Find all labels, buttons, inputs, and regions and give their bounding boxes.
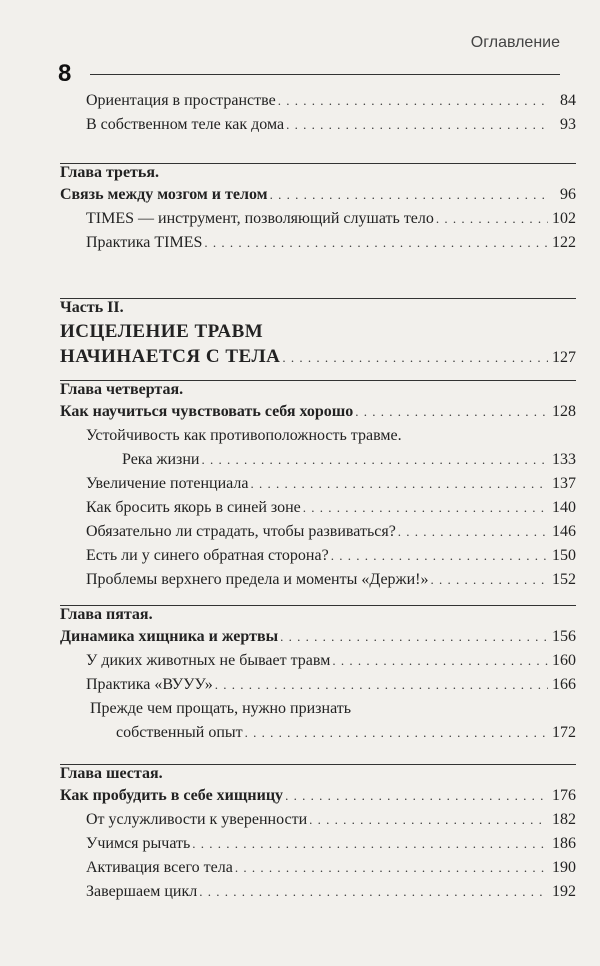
toc-entry[interactable] (86, 811, 576, 835)
header-rule (90, 74, 560, 75)
toc-entry-page: 122 (552, 234, 576, 251)
toc-entry-page: 160 (552, 652, 576, 669)
toc-entry-title: У диких животных не бывает травм (86, 652, 331, 669)
toc-entry-title: Практика «ВУУУ» (86, 676, 213, 693)
chapter-title-entry[interactable] (60, 628, 576, 652)
dot-leader (280, 629, 548, 645)
toc-entry[interactable] (86, 547, 576, 571)
toc-entry-page: 182 (552, 811, 576, 828)
toc-entry-title: Практика TIMES (86, 234, 203, 251)
toc-entry[interactable] (86, 883, 576, 907)
toc-entry-page: 166 (552, 676, 576, 693)
toc-entry-title: Ориентация в пространстве (86, 92, 276, 109)
toc-entry[interactable] (122, 451, 576, 475)
toc-entry[interactable] (86, 571, 576, 595)
dot-leader (309, 812, 548, 828)
part-title-line-2: НАЧИНАЕТСЯ С ТЕЛА (60, 346, 281, 367)
toc-entry-page: 190 (552, 859, 576, 876)
toc-entry-title: TIMES — инструмент, позволяющий слушать тело (86, 210, 434, 227)
chapter-page: 96 (560, 186, 576, 203)
chapter-page: 156 (552, 628, 576, 645)
table-of-contents (60, 92, 576, 907)
chapter-title-entry[interactable] (60, 186, 576, 210)
dot-leader (215, 677, 548, 693)
toc-entry-title: В собственном теле как дома (86, 116, 285, 133)
running-head: Оглавление (470, 34, 560, 51)
dot-leader (286, 117, 548, 133)
dot-leader (278, 93, 548, 109)
toc-entry-page: 133 (552, 451, 576, 468)
toc-entry-title: Проблемы верхнего предела и моменты «Держи!» (86, 571, 429, 588)
toc-entry[interactable] (86, 652, 576, 676)
part-label: Часть II. (60, 299, 124, 316)
dot-leader (270, 187, 548, 203)
dot-leader (204, 235, 548, 251)
toc-entry-title: Завершаем цикл (86, 883, 198, 900)
page-number: 8 (58, 60, 72, 87)
chapter-title: Как научиться чувствовать себя хорошо (60, 403, 354, 420)
toc-entry[interactable] (86, 676, 576, 700)
chapter-label: Глава третья. (60, 164, 160, 181)
toc-entry[interactable] (86, 475, 576, 499)
dot-leader (332, 653, 548, 669)
toc-entry[interactable] (86, 859, 576, 883)
toc-entry-page: 140 (552, 499, 576, 516)
toc-entry-page: 146 (552, 523, 576, 540)
toc-entry[interactable] (86, 116, 576, 140)
dot-leader (355, 404, 548, 420)
toc-entry-title[interactable]: Прежде чем прощать, нужно признать (90, 700, 352, 717)
toc-entry-title: От услужливости к уверенности (86, 811, 308, 828)
chapter-title: Как пробудить в себе хищницу (60, 787, 284, 804)
chapter-title: Динамика хищника и жертвы (60, 628, 279, 645)
toc-entry-title: Река жизни (122, 451, 200, 468)
chapter-title-entry[interactable] (60, 787, 576, 811)
toc-entry-page: 84 (560, 92, 576, 109)
dot-leader (285, 788, 548, 804)
toc-entry[interactable] (86, 523, 576, 547)
dot-leader (398, 524, 548, 540)
toc-entry-page: 150 (552, 547, 576, 564)
dot-leader (199, 884, 548, 900)
dot-leader (331, 548, 548, 564)
toc-entry[interactable] (86, 92, 576, 116)
chapter-label: Глава пятая. (60, 606, 153, 623)
toc-entry-page: 192 (552, 883, 576, 900)
dot-leader (245, 725, 548, 741)
toc-entry-title: Как бросить якорь в синей зоне (86, 499, 301, 516)
dot-leader (282, 350, 548, 366)
chapter-page: 128 (552, 403, 576, 420)
chapter-title: Связь между мозгом и телом (60, 186, 268, 203)
toc-entry-page: 102 (552, 210, 576, 227)
dot-leader (235, 860, 548, 876)
toc-entry[interactable] (86, 835, 576, 859)
chapter-label: Глава шестая. (60, 765, 163, 782)
toc-entry-page: 152 (552, 571, 576, 588)
dot-leader (436, 211, 548, 227)
toc-entry-page: 172 (552, 724, 576, 741)
toc-entry-page: 186 (552, 835, 576, 852)
toc-entry-title: Обязательно ли страдать, чтобы развиваться? (86, 523, 396, 540)
part-page: 127 (552, 349, 576, 366)
toc-entry-title: Увеличение потенциала (86, 475, 249, 492)
toc-entry[interactable] (116, 724, 576, 748)
dot-leader (431, 572, 549, 588)
toc-entry-title[interactable]: Устойчивость как противоположность травме. (86, 427, 402, 444)
toc-entry-title: собственный опыт (116, 724, 243, 741)
part-title-entry[interactable] (60, 346, 576, 372)
dot-leader (303, 500, 548, 516)
toc-entry-title: Есть ли у синего обратная сторона? (86, 547, 329, 564)
chapter-title-entry[interactable] (60, 403, 576, 427)
chapter-page: 176 (552, 787, 576, 804)
toc-entry-title: Активация всего тела (86, 859, 233, 876)
toc-entry[interactable] (86, 234, 576, 258)
dot-leader (250, 476, 548, 492)
toc-entry-page: 137 (552, 475, 576, 492)
dot-leader (192, 836, 548, 852)
toc-entry[interactable] (86, 499, 576, 523)
chapter-label: Глава четвертая. (60, 381, 184, 398)
dot-leader (201, 452, 548, 468)
toc-entry-title: Учимся рычать (86, 835, 191, 852)
toc-entry-page: 93 (560, 116, 576, 133)
toc-entry[interactable] (86, 210, 576, 234)
part-title-line-1: ИСЦЕЛЕНИЕ ТРАВМ (60, 321, 264, 342)
